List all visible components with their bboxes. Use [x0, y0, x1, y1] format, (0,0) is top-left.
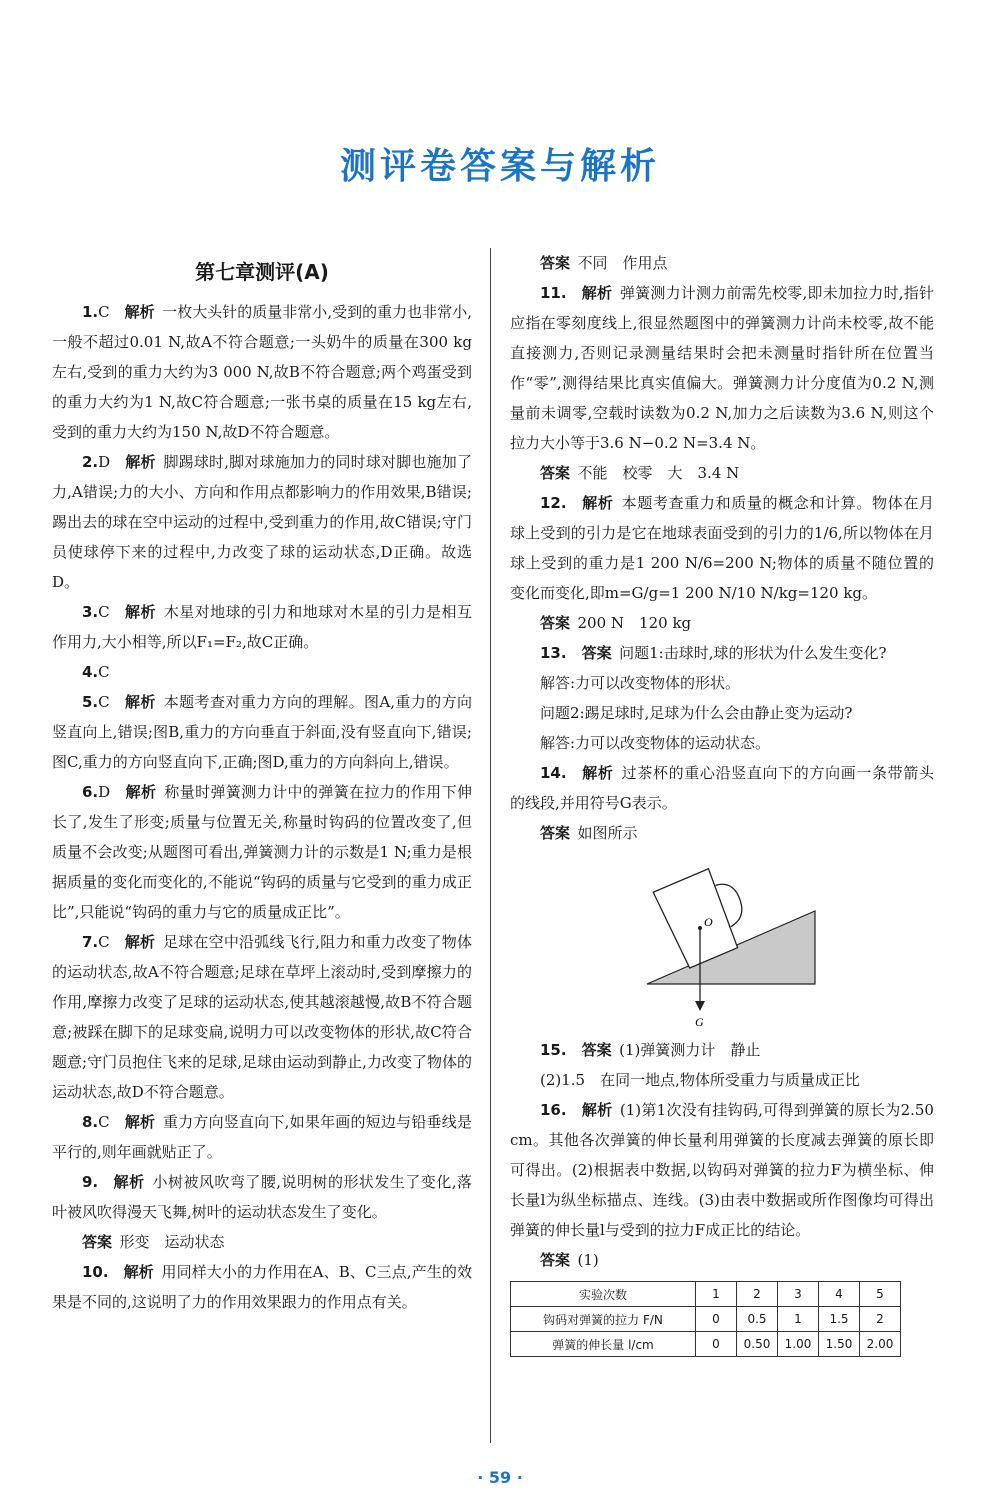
answer-item [52, 597, 472, 657]
item-text: 不能 校零 大 3.4 N [577, 464, 740, 482]
item-text: 脚踢球时,脚对球施加力的同时球对脚也施加了力,A错误;力的大小、方向和作用点都影响力的作用效果,B错误;踢出去的球在空中运动的过程中,受到重力的作用,故C错误;守门员使球停下来的过程中,力改变了球的运动状态,D正确。故选D。 [52, 453, 472, 591]
answer-label: 答案 [581, 644, 612, 662]
item-text: 一枚大头针的质量非常小,受到的重力也非常小,一般不超过0.01 N,故A不符合题意;一头奶牛的质量在300 kg左右,受到的重力大约为3 000 N,故B不符合题意;两个鸡蛋受到的重力大约为1 N,故C符合题意;一张书桌的质量在15 kg左右,受到的重力大约为150 N,故D不符合题意。 [52, 303, 472, 441]
item-choice: C [98, 303, 110, 321]
analysis-label: 解析 [581, 764, 614, 782]
answer-label: 答案 [540, 254, 571, 272]
item-number: 2. [82, 453, 99, 471]
table-cell: 2 [737, 1282, 778, 1307]
table-cell: 0.5 [737, 1307, 778, 1332]
analysis-label: 解析 [123, 1263, 154, 1281]
table-cell: 0 [696, 1332, 737, 1357]
answer-label: 答案 [82, 1233, 113, 1251]
item-number: 6. [82, 783, 99, 801]
item-choice: D [98, 453, 111, 471]
item-number: 1. [82, 303, 99, 321]
item-number: 10. [82, 1263, 109, 1281]
answer-item [52, 687, 472, 777]
answer-item [510, 728, 934, 758]
item-text: 本题考查重力和质量的概念和计算。物体在月球上受到的引力是它在地球表面受到的引力的1/6,所以物体在月球上受到的重力是1 200 N/6=200 N;物体的质量不随位置的变化而变化,即m=G/g=1 200 N/10 N/kg=120 kg。 [510, 494, 934, 602]
table-row [511, 1282, 901, 1307]
analysis-label: 解析 [113, 1173, 145, 1191]
answer-item [52, 777, 472, 927]
center-label: O [704, 915, 713, 929]
item-choice: C [98, 663, 110, 681]
item-number: 9. [82, 1173, 99, 1191]
answer-item [510, 1245, 934, 1275]
item-number: 13. [540, 644, 567, 662]
item-text: 200 N 120 kg [577, 614, 692, 632]
table-cell: 1 [778, 1307, 819, 1332]
analysis-label: 解析 [124, 603, 156, 621]
table-cell: 1.00 [778, 1332, 819, 1357]
right-answer-list-2 [510, 1035, 934, 1275]
answer-item [510, 698, 934, 728]
answer-item [52, 1107, 472, 1167]
force-label: G [695, 1015, 704, 1029]
answer-label: 答案 [540, 1251, 571, 1269]
item-text: 足球在空中沿弧线飞行,阻力和重力改变了物体的运动状态,故A不符合题意;足球在草坪上滚动时,受到摩擦力的作用,摩擦力改变了足球的运动状态,使其越滚越慢,故B不符合题意;被踩在脚下的足球变扁,说明力可以改变物体的形状,故C符合题意;守门员抱住飞来的足球,足球由运动到静止,力改变了物体的运动状态,故D不符合题意。 [52, 933, 472, 1101]
item-number: 15. [540, 1041, 567, 1059]
row-header: 实验次数 [511, 1282, 696, 1307]
right-column [510, 248, 934, 1357]
page-number-value: 59 [488, 1468, 512, 1487]
item-text: (1)第1次没有挂钩码,可得到弹簧的原长为2.50 cm。其他各次弹簧的伸长量利用弹簧的长度减去弹簧的原长即可得出。(2)根据表中数据,以钩码对弹簧的拉力F为横坐标、伸长量l为纵坐标描点、连线。(3)由表中数据或所作图像均可得出弹簧的伸长量l与受到的拉力F成正比的结论。 [510, 1101, 934, 1239]
answer-item [510, 1065, 934, 1095]
answer-item [510, 458, 934, 488]
table-row [511, 1332, 901, 1357]
left-column [52, 248, 472, 1317]
table-row [511, 1307, 901, 1332]
item-number: 16. [540, 1101, 567, 1119]
item-text: 小树被风吹弯了腰,说明树的形状发生了变化,落叶被风吹得漫天飞舞,树叶的运动状态发生了变化。 [52, 1173, 472, 1221]
analysis-label: 解析 [581, 494, 614, 512]
answer-label: 答案 [540, 824, 571, 842]
page-title: 测评卷答案与解析 [339, 146, 660, 187]
chapter-title: 第七章测评(A) [195, 260, 329, 284]
item-number: 5. [82, 693, 99, 711]
row-header: 弹簧的伸长量 l/cm [511, 1332, 696, 1357]
analysis-label: 解析 [581, 284, 613, 302]
answer-item [52, 1227, 472, 1257]
item-text: 称量时弹簧测力计中的弹簧在拉力的作用下伸长了,发生了形变;质量与位置无关,称量时钩码的位置改变了,但质量不会改变;从题图可看出,弹簧测力计的示数是1 N;重力是根据质量的变化而变化的,不能说“钩码的质量与它受到的重力成正比”,只能说“钩码的重力与它的质量成正比”。 [52, 783, 472, 921]
item-choice: C [98, 1113, 110, 1131]
item-text: 弹簧测力计测力前需先校零,即未加拉力时,指针应指在零刻度线上,很显然题图中的弹簧测力计尚未校零,故不能直接测力,否则记录测量结果时会把未测量时指针所在位置当作“零”,测得结果比真实值偏大。弹簧测力计分度值为0.2 N,测量前未调零,空载时读数为0.2 N,加力之后读数为3.6 N,则这个拉力大小等于3.6 N−0.2 N=3.4 N。 [510, 284, 934, 452]
item-text: 不同 作用点 [577, 254, 668, 272]
item-number: 8. [82, 1113, 99, 1131]
answer-item [510, 1035, 934, 1065]
table-cell: 0.50 [737, 1332, 778, 1357]
analysis-label: 解析 [125, 453, 156, 471]
table-cell: 2.00 [860, 1332, 901, 1357]
answer-item [510, 488, 934, 608]
table-cell: 0 [696, 1307, 737, 1332]
row-header: 钩码对弹簧的拉力 F/N [511, 1307, 696, 1332]
figure-svg [645, 856, 825, 1031]
page-number: · 59 · [477, 1468, 523, 1487]
left-answer-list [52, 297, 472, 1317]
answer-item [52, 927, 472, 1107]
item-text: (1)弹簧测力计 静止 [619, 1041, 761, 1059]
answer-item [510, 758, 934, 818]
answer-item [510, 1095, 934, 1245]
answer-item [52, 447, 472, 597]
item-number: 12. [540, 494, 567, 512]
answer-item [52, 657, 472, 687]
analysis-label: 解析 [124, 933, 156, 951]
item-choice: C [98, 693, 110, 711]
analysis-label: 解析 [124, 693, 156, 711]
table-cell: 2 [860, 1307, 901, 1332]
item-text: 重力方向竖直向下,如果年画的短边与铅垂线是平行的,则年画就贴正了。 [52, 1113, 472, 1161]
item-number: 11. [540, 284, 567, 302]
answer-item [510, 278, 934, 458]
answer-item [510, 818, 934, 848]
answer-label: 答案 [540, 614, 571, 632]
item-text: 木星对地球的引力和地球对木星的引力是相互作用力,大小相等,所以F₁=F₂,故C正确。 [52, 603, 472, 651]
analysis-label: 解析 [125, 783, 157, 801]
item-text: 形变 运动状态 [119, 1233, 225, 1251]
item-text: 本题考查对重力方向的理解。图A,重力的方向竖直向上,错误;图B,重力的方向垂直于斜面,没有竖直向下,错误;图C,重力的方向竖直向下,正确;图D,重力的方向斜向上,错误。 [52, 693, 472, 771]
analysis-label: 解析 [124, 1113, 156, 1131]
item-choice: D [98, 783, 111, 801]
item-text: (2)1.5 在同一地点,物体所受重力与质量成正比 [540, 1071, 860, 1089]
item-number: 14. [540, 764, 567, 782]
table-cell: 4 [819, 1282, 860, 1307]
column-divider [490, 248, 491, 1443]
gravity-arrowhead [695, 1001, 705, 1011]
right-answer-list [510, 248, 934, 848]
item-number: 3. [82, 603, 99, 621]
item-text: 解答:力可以改变物体的运动状态。 [540, 734, 771, 752]
answer-item [510, 248, 934, 278]
item-text: 问题1:击球时,球的形状为什么发生变化? [619, 644, 887, 662]
item-number: 7. [82, 933, 99, 951]
answer-item [52, 1167, 472, 1227]
table-cell: 1 [696, 1282, 737, 1307]
item-text: 问题2:踢足球时,足球为什么会由静止变为运动? [540, 704, 853, 722]
answer-item [510, 668, 934, 698]
analysis-label: 解析 [581, 1101, 613, 1119]
item-choice: C [98, 933, 110, 951]
data-table [510, 1281, 901, 1357]
item-choice: C [98, 603, 110, 621]
table-cell: 1.5 [819, 1307, 860, 1332]
answer-label: 答案 [540, 464, 571, 482]
cup-on-incline-figure [645, 856, 825, 1031]
item-text: 过茶杯的重心沿竖直向下的方向画一条带箭头的线段,并用符号G表示。 [510, 764, 934, 812]
answer-label: 答案 [581, 1041, 612, 1059]
answer-item [510, 608, 934, 638]
answer-item [52, 1257, 472, 1317]
table-cell: 5 [860, 1282, 901, 1307]
item-text: 用同样大小的力作用在A、B、C三点,产生的效果是不同的,这说明了力的作用效果跟力的作用点有关。 [52, 1263, 472, 1311]
table-cell: 3 [778, 1282, 819, 1307]
table-cell: 1.50 [819, 1332, 860, 1357]
item-text: 如图所示 [577, 824, 638, 842]
answer-item [510, 638, 934, 668]
answer-item [52, 297, 472, 447]
item-text: (1) [577, 1251, 599, 1269]
analysis-label: 解析 [124, 303, 155, 321]
item-number: 4. [82, 663, 99, 681]
item-text: 解答:力可以改变物体的形状。 [540, 674, 741, 692]
